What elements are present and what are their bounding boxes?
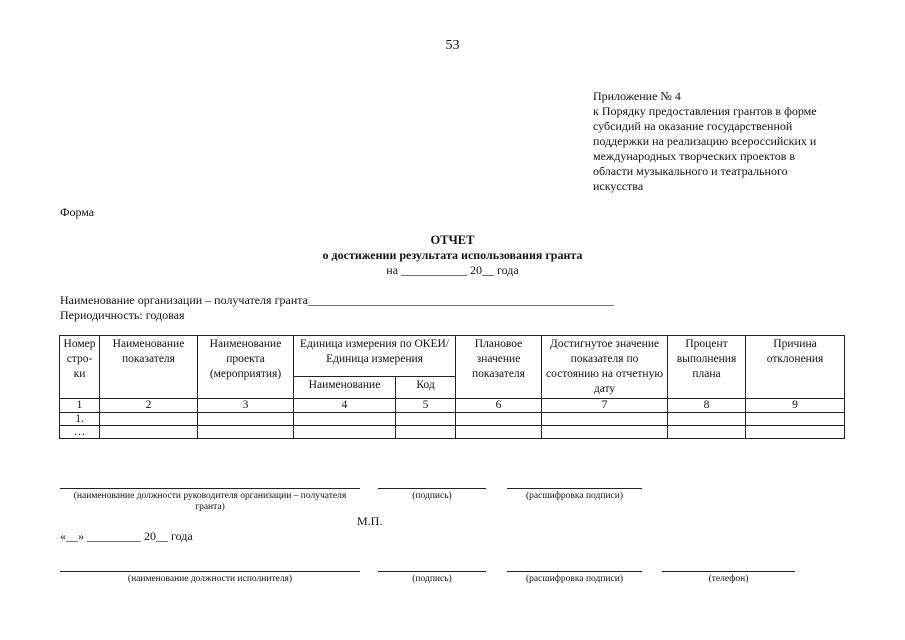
signature-date: «__» _________ 20__ года: [60, 529, 193, 543]
appendix-line: поддержки на реализацию всероссийских и: [593, 134, 817, 148]
head-signature-caption: (подпись): [412, 491, 452, 501]
head-position-caption: (наименование должности руководителя организации – получателя гранта): [73, 491, 347, 512]
header-indicator-name: Наименование показателя: [100, 336, 198, 399]
header-planned-value: Плановое значение показателя: [456, 336, 542, 399]
column-number: 5: [396, 399, 456, 413]
head-decoding-line: [507, 488, 642, 489]
appendix-line: субсидий на оказание государственной: [593, 119, 793, 133]
column-number: 7: [542, 399, 668, 413]
header-deviation-reason: Причина отклонения: [746, 336, 845, 399]
organization-line: Наименование организации – получателя гранта___________________________________________________: [60, 293, 614, 307]
appendix-line: к Порядку предоставления грантов в форме: [593, 104, 817, 118]
header-completion-percent: Процент выполнения плана: [668, 336, 746, 399]
executor-signature-caption: (подпись): [412, 574, 452, 584]
column-number: 1: [60, 399, 100, 413]
table-row: [60, 413, 845, 426]
form-label: Форма: [60, 205, 95, 219]
column-number: 2: [100, 399, 198, 413]
phone-line: [662, 571, 795, 572]
table-row: [60, 426, 845, 439]
header-unit-name: Наименование: [294, 376, 396, 398]
seal-mark: М.П.: [357, 514, 383, 528]
header-unit-group: Единица измерения по ОКЕИ/Единица измерения: [294, 336, 456, 377]
column-number: 9: [746, 399, 845, 413]
head-position-line: [60, 488, 360, 489]
column-number: 8: [668, 399, 746, 413]
report-title: ОТЧЕТ: [430, 233, 475, 247]
report-table: [59, 335, 845, 439]
executor-position-line: [60, 571, 360, 572]
head-decoding-caption: (расшифровка подписи): [526, 491, 623, 501]
row-number: …: [60, 426, 100, 439]
appendix-line: Приложение № 4: [593, 89, 681, 103]
column-number: 6: [456, 399, 542, 413]
column-number: 3: [198, 399, 294, 413]
executor-signature-line: [378, 571, 486, 572]
header-achieved-value: Достигнутое значение показателя по состоянию на отчетную дату: [542, 336, 668, 399]
executor-decoding-caption: (расшифровка подписи): [526, 574, 623, 584]
phone-caption: (телефон): [708, 574, 749, 584]
page-number: 53: [445, 38, 460, 53]
report-date-line: на ___________ 20__ года: [386, 263, 519, 277]
appendix-note: [593, 89, 853, 194]
column-number: 4: [294, 399, 396, 413]
executor-decoding-line: [507, 571, 642, 572]
appendix-line: области музыкального и театрального: [593, 164, 788, 178]
row-number: 1.: [60, 413, 100, 426]
executor-position-caption: (наименование должности исполнителя): [127, 574, 293, 584]
report-subtitle: о достижении результата использования гранта: [322, 248, 583, 262]
head-signature-line: [378, 488, 486, 489]
header-row-number: Номер стро-ки: [60, 336, 100, 399]
header-project-name: Наименование проекта (мероприятия): [198, 336, 294, 399]
header-unit-code: Код: [396, 376, 456, 398]
appendix-line: международных творческих проектов в: [593, 149, 796, 163]
periodicity: Периодичность: годовая: [60, 308, 185, 322]
appendix-line: искусства: [593, 179, 644, 193]
